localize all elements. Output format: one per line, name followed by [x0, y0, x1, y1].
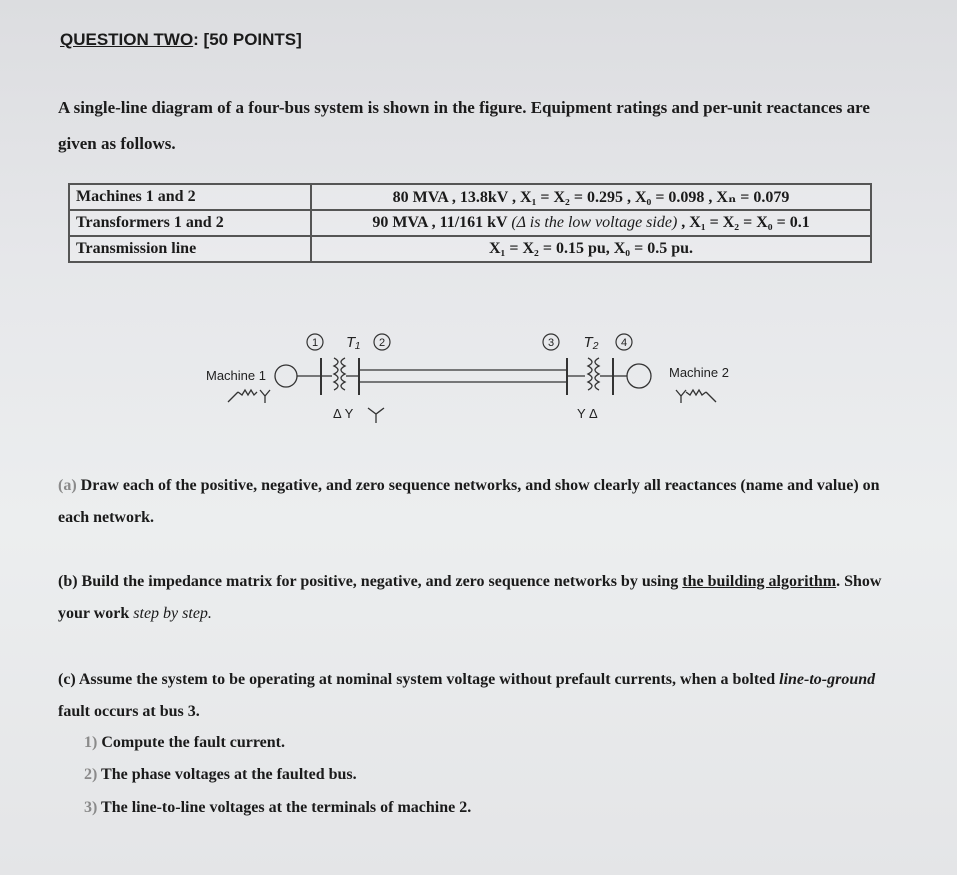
part-c-3-number: 3) — [84, 799, 98, 816]
table-row — [69, 210, 871, 236]
table-row — [69, 184, 871, 210]
part-b — [58, 566, 898, 630]
part-b-note: step by step. — [133, 605, 212, 622]
value-main: 90 MVA , 11/161 kV — [372, 214, 512, 231]
t1-connection-label: Δ Y — [333, 406, 354, 421]
value-note: (Δ is the low voltage side) — [511, 214, 678, 231]
question-title: QUESTION TWO — [60, 30, 194, 49]
t1-label: T₁ — [346, 334, 360, 351]
part-b-method: the building algorithm — [682, 573, 837, 590]
part-c-2-number: 2) — [84, 766, 98, 783]
t2-label: T₂ — [583, 334, 599, 351]
machine-1-icon — [275, 365, 297, 387]
bus-4-label: 4 — [620, 337, 628, 349]
problem-intro: A single-line diagram of a four-bus system is shown in the figure. Equipment ratings and per-unit reactances are given as follows. — [58, 98, 870, 153]
transformer-1-icon — [334, 358, 345, 390]
bus-3-label: 3 — [547, 337, 555, 349]
row-value: X₁ = X₂ = 0.15 pu, X₀ = 0.5 pu. — [311, 236, 871, 262]
part-c-post: fault occurs at bus 3. — [58, 703, 200, 720]
ratings-table — [68, 183, 872, 263]
row-label: Transmission line — [69, 236, 311, 262]
part-a — [58, 470, 898, 534]
single-line-diagram — [0, 320, 957, 450]
t2-connection-label: Y Δ — [577, 406, 598, 421]
part-c-1-text: Compute the fault current. — [97, 734, 286, 751]
question-heading — [60, 30, 302, 50]
part-c — [58, 664, 898, 728]
part-c-text: (c) Assume the system to be operating at nominal system voltage without prefault currents, when a bolted — [58, 671, 780, 688]
row-value: 80 MVA , 13.8kV , X₁ = X₂ = 0.295 , X₀ = 0.098 , Xₙ = 0.079 — [311, 184, 871, 210]
part-b-mid: . Show your work — [58, 573, 882, 622]
part-b-text: (b) Build the impedance matrix for positive, negative, and zero sequence networks by using — [58, 573, 683, 590]
part-c-3 — [84, 799, 471, 817]
machine-2-label: Machine 2 — [669, 365, 729, 380]
part-c-1 — [84, 734, 285, 752]
machine-2-grounding-icon — [676, 390, 716, 403]
part-c-2 — [84, 766, 357, 784]
part-c-3-text: The line-to-line voltages at the terminals of machine 2. — [97, 799, 472, 816]
transformer-1-ground-icon — [368, 408, 384, 423]
row-label: Transformers 1 and 2 — [69, 210, 311, 236]
machine-1-grounding-icon — [228, 390, 270, 403]
value-tail: , X₁ = X₂ = X₀ = 0.1 — [677, 214, 810, 231]
question-points: : [50 POINTS] — [193, 30, 302, 49]
bus-2-label: 2 — [378, 337, 386, 349]
transformer-2-icon — [588, 358, 599, 390]
table-row — [69, 236, 871, 262]
machine-2-icon — [627, 364, 651, 388]
part-c-2-text: The phase voltages at the faulted bus. — [97, 766, 357, 783]
part-c-1-number: 1) — [84, 734, 98, 751]
part-c-fault-type: line-to-ground — [779, 671, 876, 688]
part-a-text: Draw each of the positive, negative, and zero sequence networks, and show clearly all reactances (name and value) on each network. — [58, 477, 880, 526]
row-value — [311, 210, 871, 236]
machine-1-label: Machine 1 — [206, 368, 266, 383]
bus-1-label: 1 — [311, 337, 319, 349]
row-label: Machines 1 and 2 — [69, 184, 311, 210]
part-a-letter: (a) — [58, 477, 77, 494]
